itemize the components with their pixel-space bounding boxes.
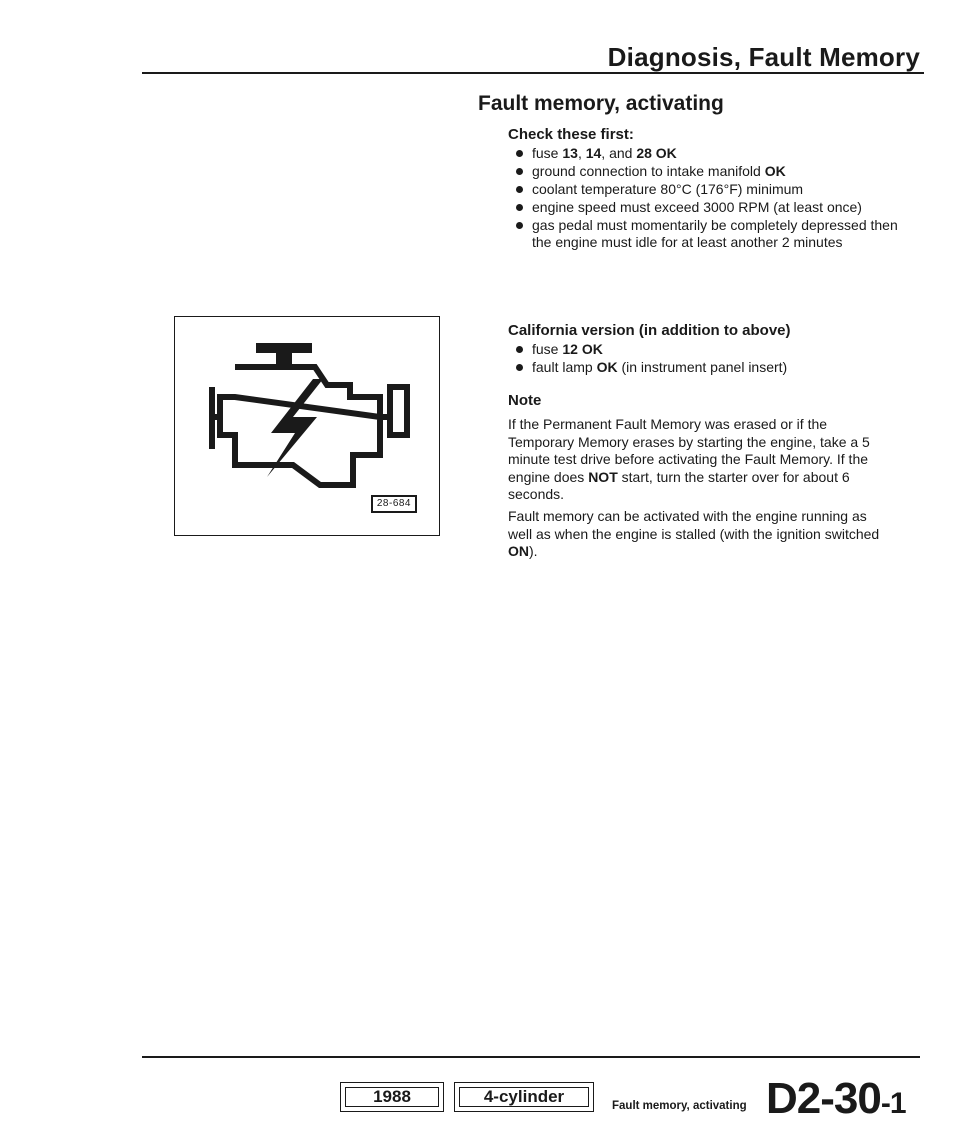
para-text: If the Permanent Fault Memory was erased or if the Temporary Memory erases by starting the engine, take a 5 minute test drive before activating the Fault Memory. If the engine does — [508, 416, 870, 485]
california-list — [508, 341, 898, 376]
engine-cap-stem — [276, 351, 292, 369]
item-bold: 14 — [585, 145, 602, 161]
activation-paragraph — [508, 508, 888, 561]
header-divider — [142, 72, 924, 74]
para-text: ). — [529, 543, 538, 559]
footer-year: 1988 — [373, 1087, 411, 1106]
para-text: start, turn the starter over for about 6 seconds. — [508, 468, 850, 502]
item-bold: 13 — [562, 145, 578, 161]
footer-divider — [142, 1056, 920, 1058]
item-bold: 28 — [636, 145, 652, 161]
list-item: gas pedal must momentarily be completely depressed then the engine must idle for at least another 2 minutes — [516, 217, 898, 251]
list-item — [516, 359, 898, 376]
item-text: fuse — [532, 341, 563, 357]
para-bold: ON — [508, 543, 529, 559]
item-text: , and — [601, 145, 637, 161]
item-text: , — [577, 145, 586, 161]
para-text: Fault memory can be activated with the engine running as well as when the engine is stalled (with the ignition switched — [508, 508, 880, 542]
check-first-list — [508, 145, 898, 251]
note-paragraph — [508, 416, 888, 504]
page-number-main: D2-30 — [766, 1074, 881, 1123]
check-first-block — [508, 126, 898, 251]
footer-year-box — [340, 1082, 444, 1112]
figure-code: 28-684 — [371, 495, 417, 513]
item-text: ground connection to intake manifold — [532, 163, 765, 179]
item-bold: OK — [596, 359, 618, 375]
item-text: (in instrument panel insert) — [617, 359, 788, 375]
page-number — [766, 1074, 906, 1124]
note-label: Note — [508, 392, 542, 409]
list-item — [516, 341, 898, 358]
item-text: fuse — [532, 145, 563, 161]
list-item: coolant temperature 80°C (176°F) minimum — [516, 181, 898, 198]
section-title: Fault memory, activating — [478, 92, 724, 115]
footer-engine: 4-cylinder — [483, 1087, 565, 1106]
list-item — [516, 145, 898, 162]
item-bold: OK — [764, 163, 786, 179]
item-bold: OK — [655, 145, 677, 161]
item-bold: 12 OK — [562, 341, 603, 357]
item-text: fault lamp — [532, 359, 597, 375]
figure-engine-warning — [174, 316, 440, 536]
engine-side-link — [209, 414, 223, 420]
check-first-title: Check these first: — [508, 126, 634, 143]
footer-engine-box — [454, 1082, 594, 1112]
footer-caption: Fault memory, activating — [612, 1100, 747, 1112]
para-bold: NOT — [588, 468, 618, 485]
page-number-sub: -1 — [880, 1087, 906, 1120]
page-header-title: Diagnosis, Fault Memory — [607, 42, 920, 72]
california-block — [508, 322, 898, 376]
list-item: engine speed must exceed 3000 RPM (at least once) — [516, 199, 898, 216]
list-item — [516, 163, 898, 180]
california-title: California version (in addition to above) — [508, 322, 791, 339]
